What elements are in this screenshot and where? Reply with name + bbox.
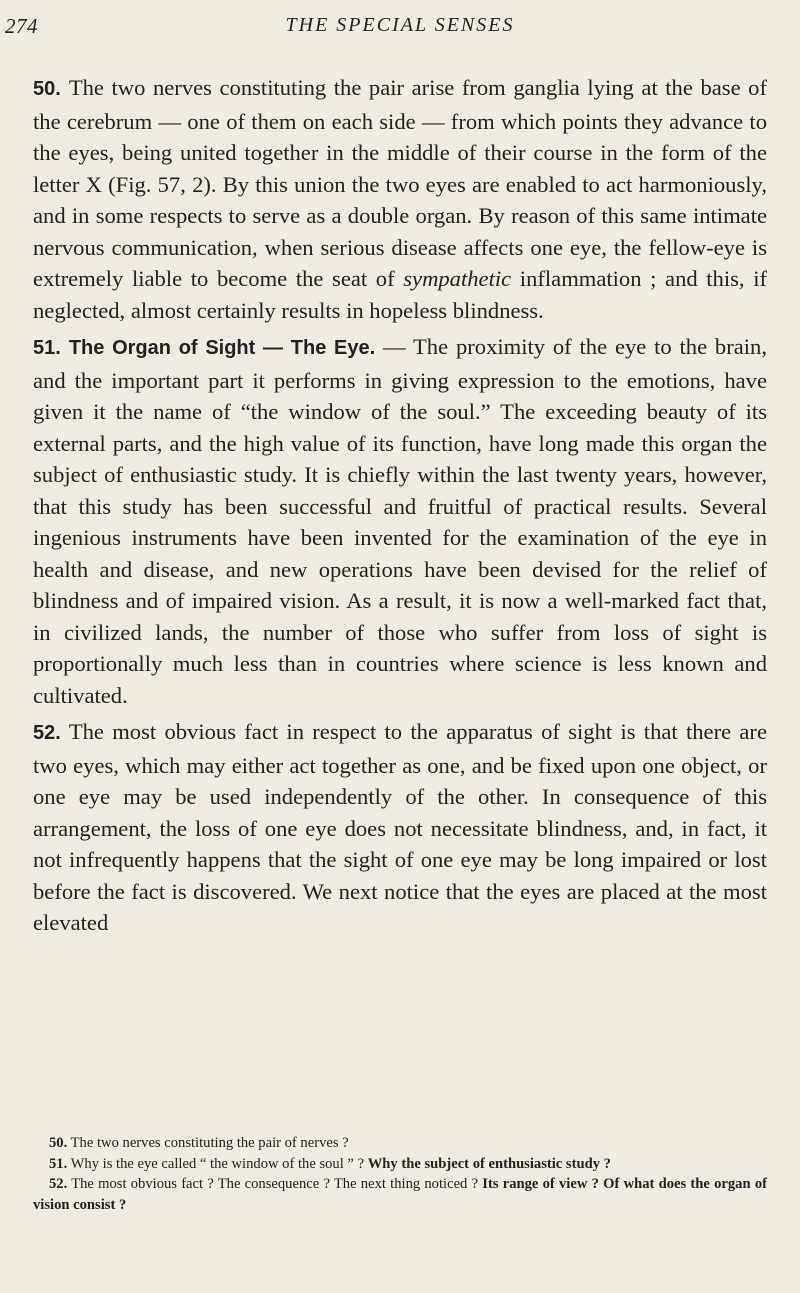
question-51 (33, 1154, 767, 1175)
paragraph-50 (33, 72, 767, 326)
running-head (0, 14, 800, 44)
question-text: Why is the eye called “ the window of the soul ” ? (70, 1155, 368, 1172)
body-text (33, 72, 767, 944)
question-number: 51. (49, 1155, 68, 1172)
paragraph-number: 51. (33, 337, 61, 359)
question-text-bold: Why the subject of enthusiastic study ? (367, 1155, 611, 1172)
section-heading: The Organ of Sight — The Eye. (68, 337, 376, 359)
paragraph-number: 52. (33, 722, 61, 744)
paragraph-number: 50. (33, 78, 61, 100)
question-52 (33, 1174, 767, 1215)
paragraph-text: inflammation ; and this, if neglected, almost certainly results in hopeless blindness. (33, 266, 767, 323)
review-questions (33, 1133, 767, 1215)
question-text: The two nerves constituting the pair of nerves ? (70, 1135, 349, 1151)
paragraph-text: — The proximity of the eye to the brain, and the important part it performs in giving expression to the emotions, have given it the name of “the window of the soul.” The exceeding beauty of its external parts, and the high value of its function, have long made this organ the subject of enthusiastic study. It is chiefly within the last twenty years, however, that this study has been successful and fruitful of practical results. Several ingenious instruments have been invented for the examination of the eye in health and disease, and new operations have been devised for the relief of blindness and of impaired vision. As a result, it is now a well-marked fact that, in civilized lands, the number of those who suffer from loss of sight is proportionally much less than in countries where science is less known and cultivated. (33, 334, 767, 708)
question-number: 52. (49, 1176, 68, 1192)
question-text: The most obvious fact ? The consequence ? The next thing noticed ? (71, 1176, 483, 1192)
paragraph-text: The two nerves constituting the pair arise from ganglia lying at the base of the cerebrum — one of them on each side — from which points they advance to the eyes, being united together in the middle of their course in the form of the letter X (Fig. 57, 2). By this union the two eyes are enabled to act harmoniously, and in some respects to serve as a double organ. By reason of this same intimate nervous communication, when serious disease affects one eye, the fellow-eye is extremely liable to become the seat of (33, 75, 767, 291)
paragraph-51 (33, 331, 767, 711)
page-number: 274 (5, 14, 38, 38)
question-number: 50. (49, 1135, 68, 1151)
question-text-bold: Its range of view ? Of what does the organ of vision consist ? (33, 1176, 767, 1213)
question-50 (33, 1133, 767, 1154)
paragraph-text: The most obvious fact in respect to the apparatus of sight is that there are two eyes, which may either act together as one, and be fixed upon one object, or one eye may be used independently of the other. In consequence of this arrangement, the loss of one eye does not necessitate blindness, and, in fact, it not infrequently happens that the sight of one eye may be long impaired or lost before the fact is discovered. We next notice that the eyes are placed at the most elevated (33, 719, 767, 935)
running-title: THE SPECIAL SENSES (285, 14, 515, 36)
emphasized-term: sympathetic (403, 266, 512, 291)
paragraph-52 (33, 716, 767, 939)
